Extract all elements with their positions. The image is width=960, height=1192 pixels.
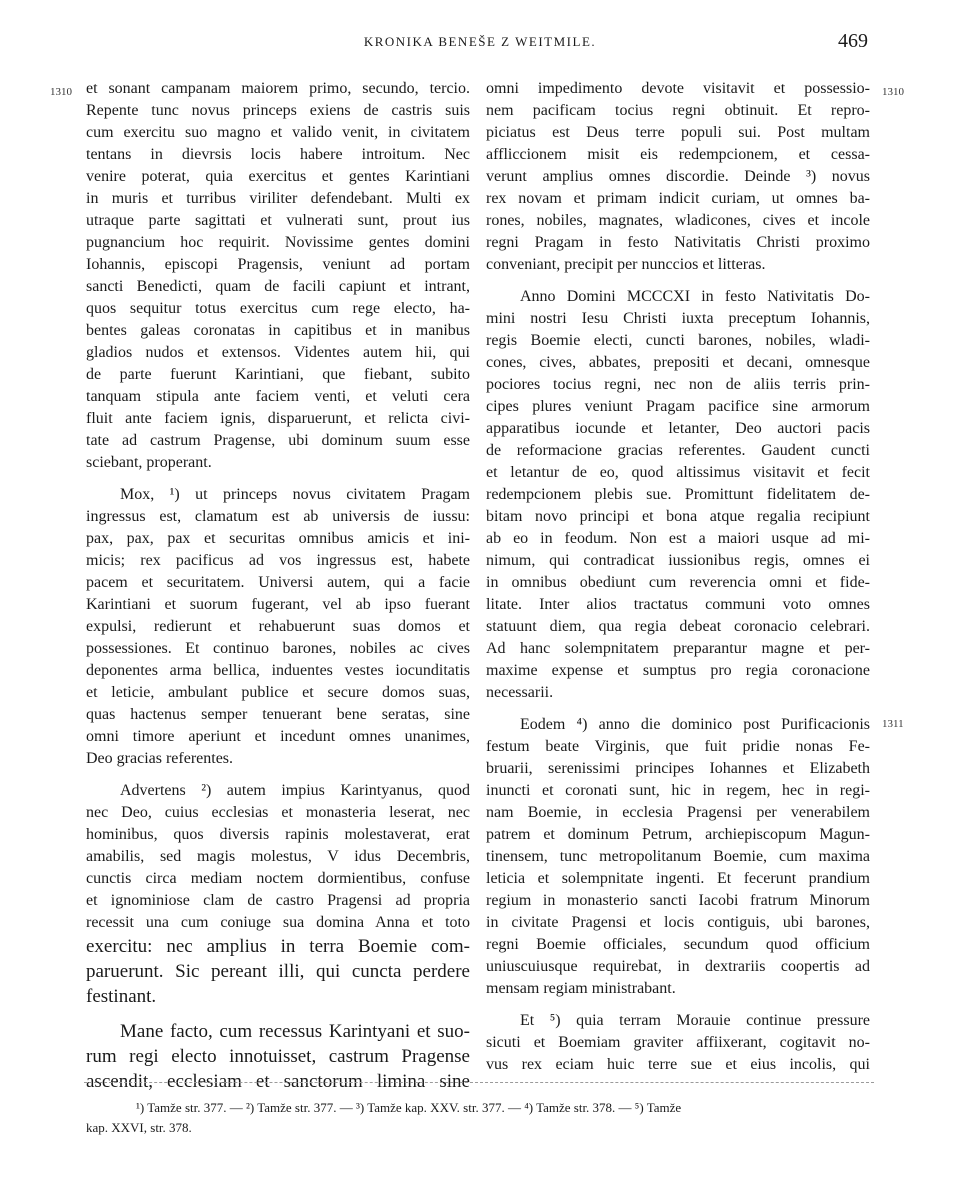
page-header: [0, 28, 960, 58]
page-number: 469: [838, 30, 868, 52]
text-line: regium in monasterio sancti Iacobi fratrum Minorum: [486, 892, 870, 909]
text-line: Repente tunc novus princeps exiens de castris suis: [86, 102, 470, 119]
footnote-line: ¹) Tamže str. 377. — ²) Tamže str. 377. — ³) Tamže kap. XXV. str. 377. — ⁴) Tamže str. 378. — ⁵) Tamže: [136, 1100, 682, 1115]
text-line: sancti Benedicti, quam de facili capiunt et intrant,: [86, 278, 470, 295]
text-line: exercitu: nec amplius in terra Boemie com-: [86, 936, 470, 957]
text-line: cipes plures veniunt Pragam pacifice sine armorum: [486, 398, 870, 415]
text-line: fluit ante faciem ignis, disparuerunt, et relicta civi-: [86, 410, 470, 427]
text-line: venire poterat, quia exercitus et gentes Karintiani: [86, 168, 470, 185]
text-line: cones, cives, abbates, prepositi et decani, omnesque: [486, 354, 870, 371]
text-line: micis; rex pacificus ad vos ingressus est, habete: [86, 552, 470, 569]
text-line: in omnibus obediunt cum reverencia omni et fide-: [486, 574, 870, 591]
text-line: festum beate Virginis, que fuit pridie nonas Fe-: [486, 738, 870, 755]
text-line: bitam novo principi et bona atque regalia recipiunt: [486, 508, 870, 525]
text-line: quas hactenus semper tenuerant bene seratas, sine: [86, 706, 470, 723]
margin-year: 1311: [882, 718, 904, 730]
text-line: et letantur de eo, quod altissimus visitavit et fecit: [486, 464, 870, 481]
text-line: et ignominiose clam de castro Pragensi ad propria: [86, 892, 470, 909]
text-line: nimum, qui contradicat iussionibus regis, omnes ei: [486, 552, 870, 569]
text-line: gladios nudos et extensos. Videntes autem hii, qui: [86, 344, 470, 361]
text-line: expulsi, redierunt et rehabuerunt suas domos et: [86, 618, 470, 635]
text-line: de reformacione gracias referentes. Gaudent cuncti: [486, 442, 870, 459]
left-text-column: [86, 78, 470, 1094]
text-line: cunctis circa mediam noctem dormientibus, confuse: [86, 870, 470, 887]
text-line: vus rex eciam huic terre sue et eius incolis, qui: [486, 1056, 870, 1073]
text-line: litate. Inter alios tractatus communi voto omnes: [486, 596, 870, 613]
text-line: bruarii, serenissimi principes Iohannes et Elizabeth: [486, 760, 870, 777]
margin-year: 1310: [50, 86, 72, 98]
text-line: Eodem ⁴) anno die dominico post Purificacionis: [520, 716, 870, 733]
text-line: recessit una cum coniuge sua domina Anna et toto: [86, 914, 470, 931]
text-line: quos sequitur totus exercitus cum rege electo, ha-: [86, 300, 470, 317]
text-line: piciatus est Deus terre populi sui. Post multam: [486, 124, 870, 141]
text-line: possessiones. Et continuo barones, nobiles ac cives: [86, 640, 470, 657]
text-line: Mox, ¹) ut princeps novus civitatem Pragam: [120, 486, 470, 503]
text-line: festinant.: [86, 986, 157, 1007]
text-line: ascendit, ecclesiam et sanctorum limina sine: [86, 1071, 470, 1092]
text-line: rex novam et primam indicit curiam, ut omnes ba-: [486, 190, 870, 207]
text-line: apparatibus iocunde et letanter, Deo auctori pacis: [486, 420, 870, 437]
text-line: Karintiani et suorum fugerant, vel ab ipso fuerant: [86, 596, 470, 613]
text-line: nem pacificam tocius regni obtinuit. Et repro-: [486, 102, 870, 119]
text-line: regis Boemie electi, cuncti barones, nobiles, wladi-: [486, 332, 870, 349]
text-line: Iohannis, episcopi Pragensis, veniunt ad portam: [86, 256, 470, 273]
text-line: et sonant campanam maiorem primo, secundo, tercio.: [86, 80, 470, 97]
footnote-line: kap. XXVI, str. 378.: [86, 1120, 192, 1135]
text-line: necessarii.: [486, 684, 554, 701]
text-line: uniuscuiusque requirebat, in dextrariis coopertis ad: [486, 958, 870, 975]
right-text-column: [486, 78, 870, 1076]
text-line: tinensem, tunc metropolitanum Boemie, cum maxima: [486, 848, 870, 865]
text-line: deponentes arma bellica, induentes vestes iocunditatis: [86, 662, 470, 679]
text-line: regni Boemie officiales, secundum quod officium: [486, 936, 870, 953]
text-line: tanquam stipula ante faciem venti, et veluti cera: [86, 388, 470, 405]
text-line: de parte fuerunt Karintiani, que fiebant, subito: [86, 366, 470, 383]
text-line: Mane facto, cum recessus Karintyani et suo-: [120, 1021, 470, 1042]
footnotes: [86, 1098, 870, 1138]
text-line: rones, nobiles, magnates, wladicones, cives et incole: [486, 212, 870, 229]
text-line: Et ⁵) quia terram Morauie continue pressure: [520, 1012, 870, 1029]
text-line: leticia et solempnitate ingenti. Et fecerunt prandium: [486, 870, 870, 887]
text-line: paruerunt. Sic pereant illi, qui cuncta perdere: [86, 961, 470, 982]
text-line: ab eo in feodum. Non est a maiori usque ad mi-: [486, 530, 870, 547]
text-line: sicuti et Boemiam graviter affiixerant, cogitavit no-: [486, 1034, 870, 1051]
text-line: mini nostri Iesu Christi iuxta preceptum Iohannis,: [486, 310, 870, 327]
text-line: sciebant, properant.: [86, 454, 212, 471]
running-title: KRONIKA BENEŠE Z WEITMILE.: [363, 34, 597, 49]
text-line: statuunt diem, qua regia debeat coronacio celebrari.: [486, 618, 870, 635]
text-line: utraque parte sagittati et vulnerati sunt, prout ius: [86, 212, 470, 229]
text-line: verunt amplius omnes discordie. Deinde ³) novus: [486, 168, 870, 185]
text-line: nam Boemie, in ecclesia Pragensi per venerabilem: [486, 804, 870, 821]
text-line: pacem et securitatem. Universi autem, qui a facie: [86, 574, 470, 591]
text-line: redempcionem plebis sue. Promittunt fidelitatem de-: [486, 486, 870, 503]
text-line: Anno Domini MCCCXI in festo Nativitatis Do-: [520, 288, 870, 305]
text-line: amabilis, sed magis molestus, V idus Decembris,: [86, 848, 470, 865]
text-line: affliccionem misit eis redempcionem, et cessa-: [486, 146, 870, 163]
text-line: tentans in dievrsis locis habere introitum. Nec: [86, 146, 470, 163]
text-line: et leticie, ambulant publice et secure domos suas,: [86, 684, 470, 701]
text-line: Ad hanc solempnitatem preparantur magne et per-: [486, 640, 870, 657]
text-line: Advertens ²) autem impius Karintyanus, quod: [120, 782, 470, 799]
text-line: conveniant, precipit per nunccios et litteras.: [486, 256, 766, 273]
text-line: omni impedimento devote visitavit et possessio-: [486, 80, 870, 97]
text-line: pax, pax, pax et securitas omnibus amicis et ini-: [86, 530, 470, 547]
margin-year: 1310: [882, 86, 904, 98]
text-line: mensam regiam ministrabant.: [486, 980, 676, 997]
text-line: pociores tocius regni, nec non de aliis terris prin-: [486, 376, 870, 393]
text-line: Deo gracias referentes.: [86, 750, 234, 767]
text-line: inuncti et coronati sunt, hic in regem, hec in regi-: [486, 782, 870, 799]
text-line: hominibus, quos diversis rapinis molestaverat, erat: [86, 826, 470, 843]
text-line: maxime expense et sumptus pro regia coronacione: [486, 662, 870, 679]
text-line: cum exercitu suo magno et valido venit, in civitatem: [86, 124, 470, 141]
text-line: rum regi electo innotuisset, castrum Pragense: [86, 1046, 470, 1067]
text-line: patrem et dominum Petrum, archiepiscopum Magun-: [486, 826, 870, 843]
text-line: nec Deo, cuius ecclesias et monasteria leserat, nec: [86, 804, 470, 821]
text-line: omni timore aperiunt et incedunt omnes unanimes,: [86, 728, 470, 745]
text-line: ingressus est, clamatum est ab universis de iussu:: [86, 508, 470, 525]
text-line: pugnancium hoc requirit. Novissime gentes domini: [86, 234, 470, 251]
text-line: in civitate Pragensi et locis contiguis, ubi barones,: [486, 914, 870, 931]
footnote-divider: [84, 1082, 874, 1083]
text-line: regni Pragam in festo Nativitatis Christi proximo: [486, 234, 870, 251]
text-line: bentes galeas coronatas in capitibus et in manibus: [86, 322, 470, 339]
text-line: in muris et turribus viriliter defendebant. Multi ex: [86, 190, 470, 207]
text-line: tate ad castrum Pragense, ubi dominum suum esse: [86, 432, 470, 449]
